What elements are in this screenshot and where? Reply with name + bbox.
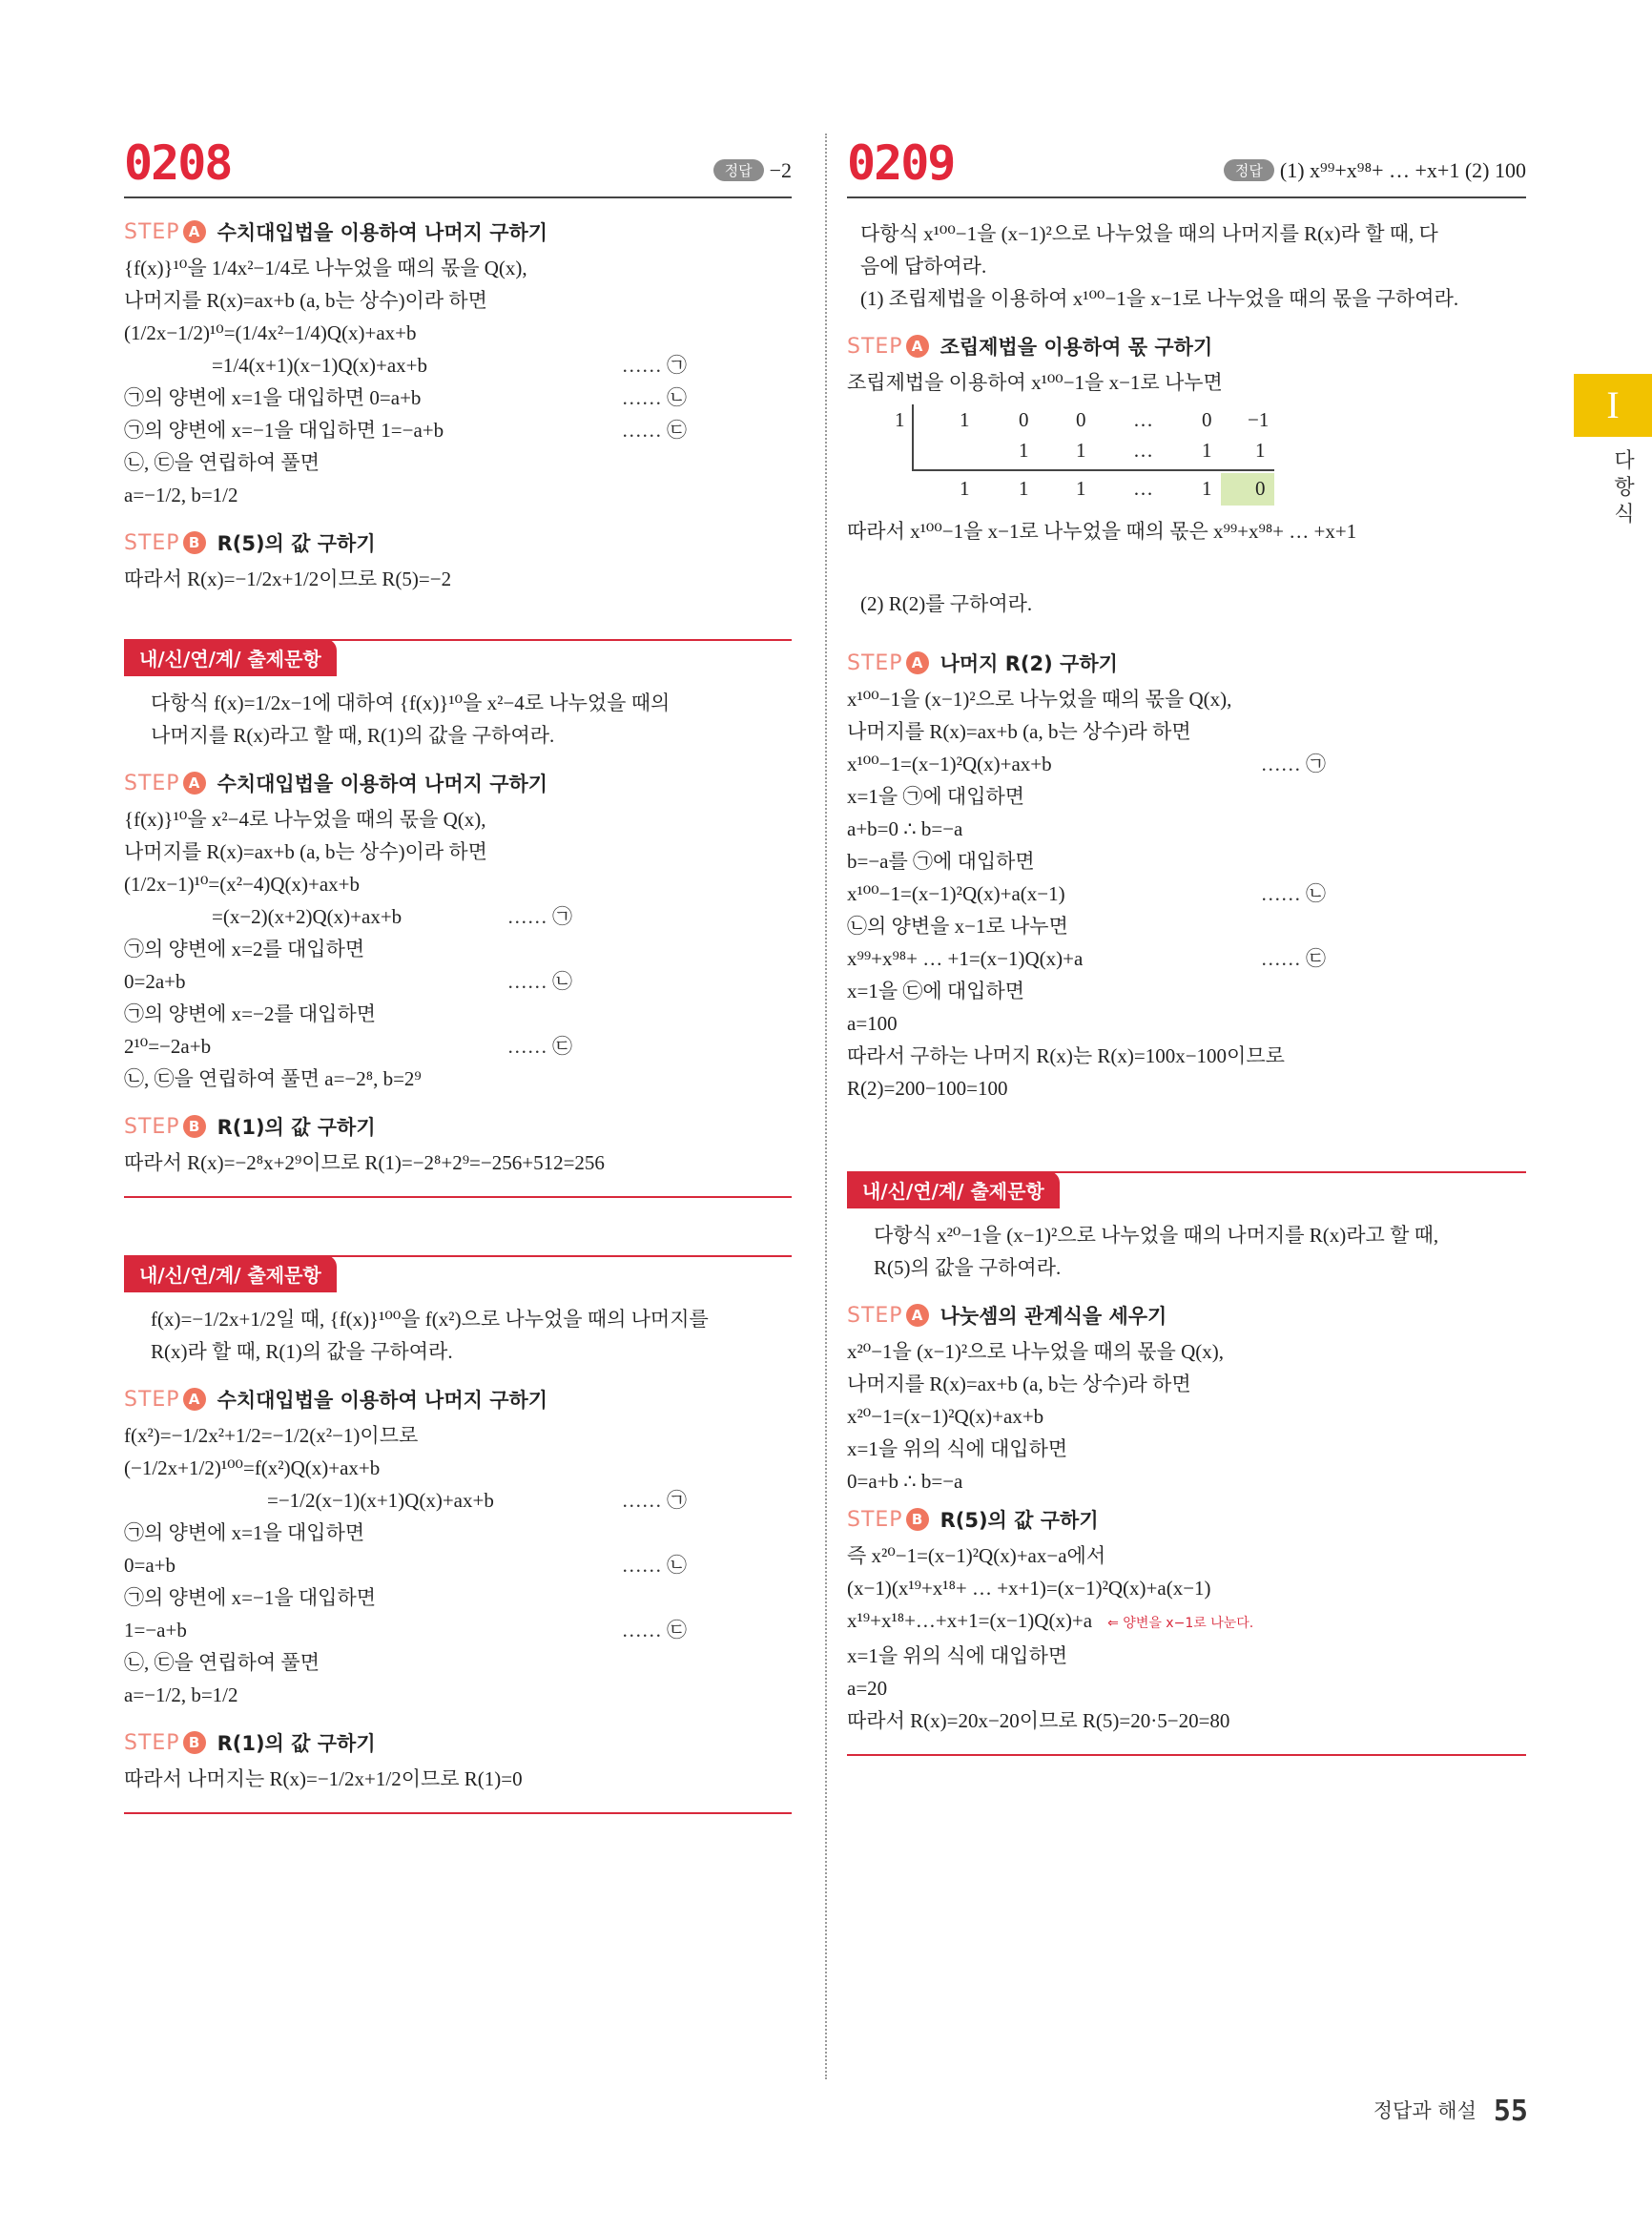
solution-line: ㉡, ㉢을 연립하여 풀면 (124, 451, 320, 474)
solution-line: 따라서 R(x)=−2⁸x+2⁹이므로 R(1)=−2⁸+2⁹=−256+512=256 (124, 1151, 605, 1174)
solution-line: (1/2x−1)¹⁰=(x²−4)Q(x)+ax+b (124, 873, 361, 896)
solution-line: ㉠의 양변에 x=−1을 대입하면 (124, 1586, 377, 1609)
solution-line: 따라서 x¹⁰⁰−1을 x−1로 나누었을 때의 몫은 x⁹⁹+x⁹⁸+ … +x+1 (847, 520, 1357, 543)
step-word: STEP (124, 530, 180, 555)
answer (713, 158, 792, 183)
solution-line: x¹⁰⁰−1=(x−1)²Q(x)+ax+b …… ㉠ (847, 748, 1526, 780)
step-letter: A (183, 1388, 206, 1411)
synth-cell: … (1133, 439, 1153, 462)
solution-line: =1/4(x+1)(x−1)Q(x)+ax+b …… ㉠ (124, 349, 792, 382)
equation-tag: …… ㉠ (621, 1489, 687, 1512)
solution-line: 따라서 R(x)=20x−20이므로 R(5)=20·5−20=80 (847, 1709, 1230, 1732)
side-note: ⇐ 양변을 x−1로 나눈다. (1107, 1616, 1254, 1631)
step-b (847, 1505, 1526, 1534)
solution-line: x²⁰−1을 (x−1)²으로 나누었을 때의 몫을 Q(x), (847, 1340, 1224, 1363)
step-title: 나눗셈의 관계식을 세우기 (940, 1305, 1167, 1328)
step-letter: B (906, 1508, 929, 1531)
solution-line: 0=a+b ∴ b=−a (847, 1470, 963, 1493)
solution-line: 2¹⁰=−2a+b …… ㉢ (124, 1030, 792, 1063)
page-number: 55 (1493, 2095, 1528, 2128)
synth-cell: 1 (1202, 477, 1212, 500)
step-letter: A (906, 335, 929, 358)
step-word: STEP (847, 1303, 903, 1328)
step-letter: B (183, 531, 206, 554)
question-line: 다항식 f(x)=1/2x−1에 대하여 {f(x)}¹⁰을 x²−4로 나누었을 때의 (151, 692, 671, 714)
step-a (847, 649, 1526, 677)
step-word: STEP (124, 1114, 180, 1139)
related-problem-header (124, 639, 792, 675)
equation-tag: …… ㉡ (506, 970, 572, 993)
chapter-tab: I (1574, 374, 1652, 437)
box-end-line (847, 1754, 1526, 1756)
equation-tag: …… ㉡ (621, 1554, 687, 1577)
step-word: STEP (124, 219, 180, 244)
answer-badge: 정답 (1224, 159, 1274, 181)
equation-tag: …… ㉡ (621, 386, 687, 409)
step-letter: B (183, 1115, 206, 1138)
solution-line: 나머지를 R(x)=ax+b (a, b는 상수)라 하면 (847, 720, 1191, 743)
solution-line: =(x−2)(x+2)Q(x)+ax+b …… ㉠ (124, 900, 792, 933)
question-line: 나머지를 R(x)라고 할 때, R(1)의 값을 구하여라. (151, 724, 555, 747)
solution-line: 조립제법을 이용하여 x¹⁰⁰−1을 x−1로 나누면 (847, 371, 1223, 394)
step-b (124, 1112, 792, 1141)
page-footer (1373, 2095, 1528, 2128)
solution-line: f(x²)=−1/2x²+1/2=−1/2(x²−1)이므로 (124, 1424, 419, 1447)
step-a (847, 1301, 1526, 1330)
step-letter: A (183, 220, 206, 243)
step-title: 조립제법을 이용하여 몫 구하기 (940, 336, 1213, 359)
synthetic-division (847, 403, 1526, 507)
solution-line: ㉠의 양변에 x=−2를 대입하면 (124, 1002, 377, 1025)
equation-tag: …… ㉢ (1260, 947, 1326, 970)
solution-line: 따라서 구하는 나머지 R(x)는 R(x)=100x−100이므로 (847, 1044, 1285, 1067)
solution-line: x¹⁰⁰−1=(x−1)²Q(x)+a(x−1) …… ㉡ (847, 878, 1526, 910)
synth-cell: 1 (1076, 439, 1086, 462)
solution-line: x⁹⁹+x⁹⁸+ … +1=(x−1)Q(x)+a …… ㉢ (847, 942, 1526, 975)
step-title: R(1)의 값 구하기 (217, 1116, 376, 1139)
question-line: R(x)라 할 때, R(1)의 값을 구하여라. (151, 1340, 453, 1363)
solution-line: x=1을 ㉢에 대입하면 (847, 980, 1025, 1002)
equation-tag: …… ㉡ (1260, 882, 1326, 905)
equation-tag: …… ㉢ (506, 1035, 572, 1058)
step-letter: A (906, 651, 929, 674)
step-word: STEP (847, 1507, 903, 1532)
solution-line: ㉡의 양변을 x−1로 나누면 (847, 915, 1068, 938)
remainder-highlight (1221, 473, 1274, 506)
solution-line: a=−1/2, b=1/2 (124, 484, 238, 506)
synth-cell: 1 (1076, 477, 1086, 500)
problem-number: 0208 (124, 135, 232, 191)
step-title: R(5)의 값 구하기 (940, 1509, 1099, 1532)
solution-line: b=−a를 ㉠에 대입하면 (847, 850, 1035, 873)
box-end-line (124, 1812, 792, 1814)
solution-line: 따라서 나머지는 R(x)=−1/2x+1/2이므로 R(1)=0 (124, 1767, 523, 1790)
solution-line: a=100 (847, 1012, 898, 1035)
solution-line: 나머지를 R(x)=ax+b (a, b는 상수)이라 하면 (124, 289, 487, 312)
equation-tag: …… ㉠ (506, 905, 572, 928)
step-a (847, 332, 1526, 361)
solution-line: (−1/2x+1/2)¹⁰⁰=f(x²)Q(x)+ax+b (124, 1456, 381, 1479)
solution-line: x=1을 ㉠에 대입하면 (847, 785, 1025, 808)
related-problem-header (847, 1171, 1526, 1208)
solution-line: 나머지를 R(x)=ax+b (a, b는 상수)라 하면 (847, 1373, 1191, 1395)
step-a (124, 1385, 792, 1414)
solution-line: R(2)=200−100=100 (847, 1077, 1008, 1100)
question-line: (2) R(2)를 구하여라. (860, 592, 1033, 615)
question-line: 다항식 x²⁰−1을 (x−1)²으로 나누었을 때의 나머지를 R(x)라고 할 때, (874, 1224, 1439, 1247)
step-b (124, 1728, 792, 1757)
problem-header-0209 (847, 134, 1526, 198)
solution-line: 따라서 R(x)=−1/2x+1/2이므로 R(5)=−2 (124, 568, 452, 590)
solution-line: 즉 x²⁰−1=(x−1)²Q(x)+ax−a에서 (847, 1544, 1106, 1567)
solution-line: x¹⁹+x¹⁸+…+x+1=(x−1)Q(x)+a ⇐ 양변을 x−1로 나눈다. (847, 1609, 1254, 1632)
answer-value: (1) x⁹⁹+x⁹⁸+ … +x+1 (2) 100 (1279, 158, 1526, 182)
equation-tag: …… ㉢ (621, 419, 687, 442)
problem-number: 0209 (847, 135, 955, 191)
solution-line: (1/2x−1/2)¹⁰=(1/4x²−1/4)Q(x)+ax+b (124, 321, 417, 344)
question-line: (1) 조립제법을 이용하여 x¹⁰⁰−1을 x−1로 나누었을 때의 몫을 구하여라. (860, 287, 1459, 310)
chapter-label: 다항식 (1614, 449, 1635, 527)
synth-cell: 0 (1019, 408, 1029, 431)
answer-badge: 정답 (713, 159, 764, 181)
equation-tag: …… ㉠ (621, 354, 687, 377)
step-letter: B (183, 1731, 206, 1754)
step-title: 수치대입법을 이용하여 나머지 구하기 (217, 1389, 548, 1412)
synth-cell: −1 (1248, 408, 1270, 431)
step-title: 수치대입법을 이용하여 나머지 구하기 (217, 773, 548, 795)
solution-line: {f(x)}¹⁰을 x²−4로 나누었을 때의 몫을 Q(x), (124, 808, 486, 831)
step-title: 수치대입법을 이용하여 나머지 구하기 (217, 221, 548, 244)
related-problem-label: 내/신/연/계/ 출제문항 (124, 1255, 337, 1292)
step-title: 나머지 R(2) 구하기 (940, 652, 1118, 675)
synth-cell: 0 (1076, 408, 1086, 431)
question-line: 음에 답하여라. (860, 255, 987, 278)
question-line: R(5)의 값을 구하여라. (874, 1256, 1062, 1279)
answer-value: −2 (769, 158, 792, 182)
solution-line: x=1을 위의 식에 대입하면 (847, 1644, 1068, 1667)
synth-cell: 1 (960, 408, 970, 431)
problem-header-0208 (124, 134, 792, 198)
step-word: STEP (124, 1730, 180, 1755)
step-word: STEP (124, 771, 180, 795)
question-line: 다항식 x¹⁰⁰−1을 (x−1)²으로 나누었을 때의 나머지를 R(x)라 할 때, 다 (860, 222, 1438, 245)
step-word: STEP (847, 650, 903, 675)
step-b (124, 528, 792, 557)
synth-cell: 1 (1202, 439, 1212, 462)
related-problem-label: 내/신/연/계/ 출제문항 (124, 639, 337, 676)
step-title: R(1)의 값 구하기 (217, 1732, 376, 1755)
synth-cell: … (1133, 408, 1153, 431)
step-word: STEP (847, 334, 903, 359)
synth-cell: 1 (1255, 439, 1266, 462)
synth-cell: 0 (1255, 477, 1266, 500)
solution-line: =−1/2(x−1)(x+1)Q(x)+ax+b …… ㉠ (124, 1484, 792, 1517)
column-divider (825, 134, 827, 2079)
step-word: STEP (124, 1387, 180, 1412)
equation-tag: …… ㉠ (1260, 753, 1326, 775)
step-title: R(5)의 값 구하기 (217, 532, 376, 555)
answer (1224, 158, 1526, 183)
solution-line: ㉠의 양변에 x=−1을 대입하면 1=−a+b …… ㉢ (124, 414, 792, 446)
equation-tag: …… ㉢ (621, 1619, 687, 1642)
synth-cell: 0 (1202, 408, 1212, 431)
solution-line: x¹⁰⁰−1을 (x−1)²으로 나누었을 때의 몫을 Q(x), (847, 688, 1232, 711)
footer-section: 정답과 해설 (1373, 2099, 1476, 2122)
solution-line: x=1을 위의 식에 대입하면 (847, 1437, 1068, 1460)
right-column (847, 134, 1526, 1756)
box-end-line (124, 1196, 792, 1198)
synth-cell: 1 (960, 477, 970, 500)
synth-cell: 1 (1019, 439, 1029, 462)
step-a (124, 217, 792, 246)
solution-line: 나머지를 R(x)=ax+b (a, b는 상수)이라 하면 (124, 840, 487, 863)
step-a (124, 769, 792, 797)
step-letter: A (906, 1304, 929, 1327)
solution-line: 0=a+b …… ㉡ (124, 1549, 792, 1581)
related-problem-header (124, 1255, 792, 1291)
question-line: f(x)=−1/2x+1/2일 때, {f(x)}¹⁰⁰을 f(x²)으로 나누었을 때의 나머지를 (151, 1308, 709, 1331)
synth-divisor: 1 (895, 408, 905, 431)
synth-cell: 1 (1019, 477, 1029, 500)
solution-line: ㉠의 양변에 x=2를 대입하면 (124, 938, 365, 960)
left-column (124, 134, 792, 1814)
solution-line: ㉠의 양변에 x=1을 대입하면 (124, 1521, 365, 1544)
solution-line: a+b=0 ∴ b=−a (847, 817, 963, 840)
synth-cell: … (1133, 477, 1153, 500)
solution-line: ㉡, ㉢을 연립하여 풀면 (124, 1651, 320, 1674)
related-problem-label: 내/신/연/계/ 출제문항 (847, 1171, 1060, 1208)
solution-line: {f(x)}¹⁰을 1/4x²−1/4로 나누었을 때의 몫을 Q(x), (124, 257, 527, 279)
solution-line: ㉠의 양변에 x=1을 대입하면 0=a+b …… ㉡ (124, 382, 792, 414)
solution-line: (x−1)(x¹⁹+x¹⁸+ … +x+1)=(x−1)²Q(x)+a(x−1) (847, 1577, 1211, 1600)
solution-line: 0=2a+b …… ㉡ (124, 965, 792, 998)
solution-line: a=20 (847, 1677, 888, 1700)
solution-line: ㉡, ㉢을 연립하여 풀면 a=−2⁸, b=2⁹ (124, 1067, 422, 1090)
solution-line: a=−1/2, b=1/2 (124, 1683, 238, 1706)
step-letter: A (183, 772, 206, 795)
solution-line: 1=−a+b …… ㉢ (124, 1614, 792, 1646)
solution-line: x²⁰−1=(x−1)²Q(x)+ax+b (847, 1405, 1044, 1428)
